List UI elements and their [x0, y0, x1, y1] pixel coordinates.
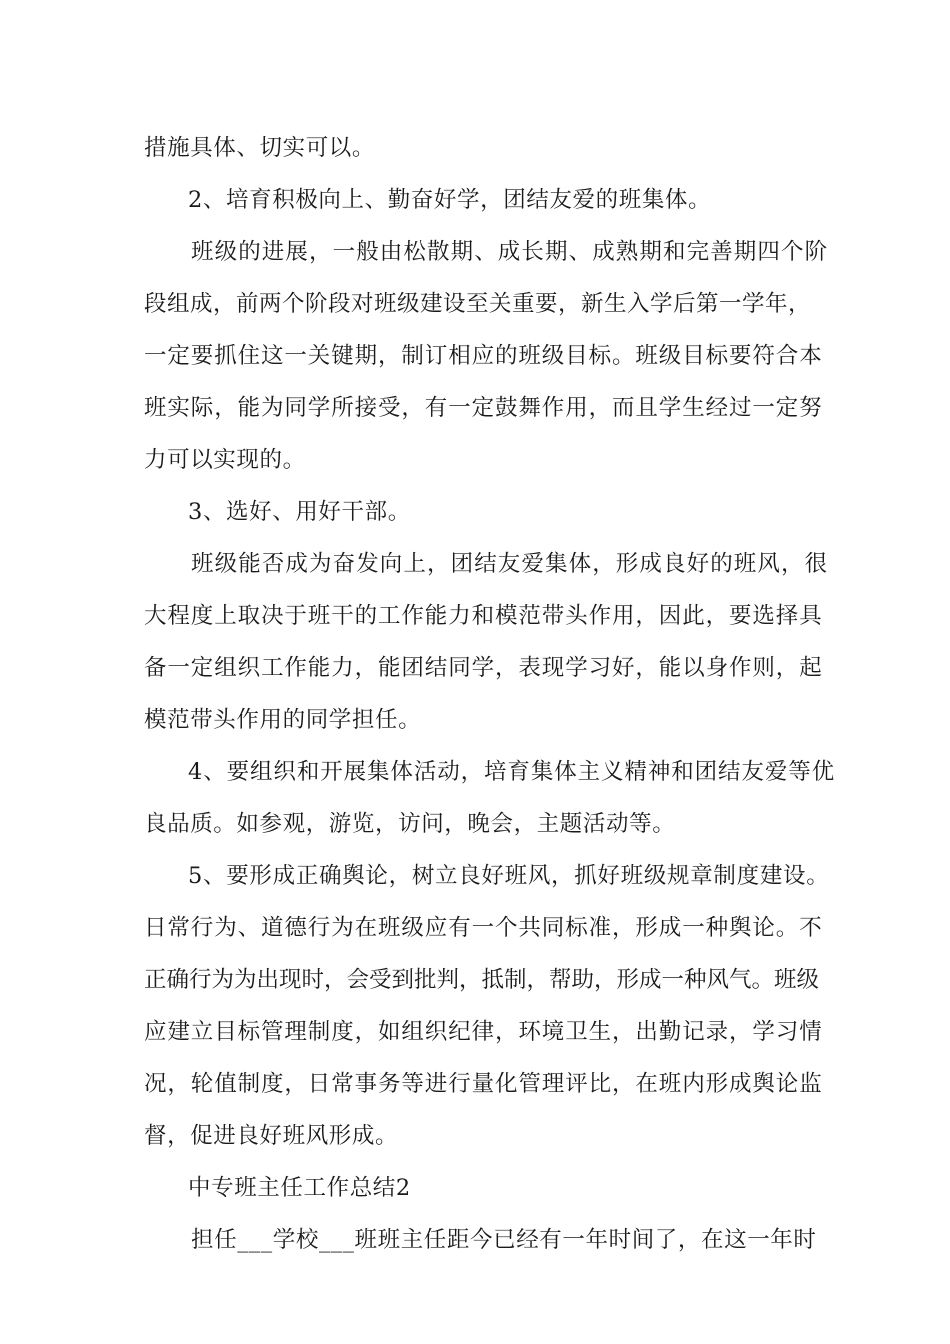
- text-line-12: 模范带头作用的同学担任。: [144, 707, 422, 733]
- text-line-6: 班实际，能为同学所接受，有一定鼓舞作用，而且学生经过一定努: [144, 395, 823, 421]
- text-line-3: 班级的进展，一般由松散期、成长期、成熟期和完善期四个阶: [191, 239, 829, 265]
- text-line-8: 3、选好、用好干部。: [188, 499, 411, 525]
- text-line-13: 4、要组织和开展集体活动，培育集体主义精神和团结友爱等优: [188, 759, 836, 785]
- text-line-9: 班级能否成为奋发向上，团结友爱集体，形成良好的班风，很: [191, 551, 829, 577]
- text-line-14: 良品质。如参观，游览，访问，晚会，主题活动等。: [144, 811, 676, 837]
- text-line-4: 段组成，前两个阶段对班级建设至关重要，新生入学后第一学年，: [144, 291, 812, 317]
- text-line-11: 备一定组织工作能力，能团结同学，表现学习好，能以身作则，起: [144, 655, 823, 681]
- text-line-15: 5、要形成正确舆论，树立良好班风，抓好班级规章制度建设。: [188, 863, 830, 889]
- text-line-20: 督，促进良好班风形成。: [144, 1123, 399, 1149]
- text-line-17: 正确行为为出现时，会受到批判，抵制，帮助，形成一种风气。班级: [144, 967, 820, 993]
- text-line-22: 担任___学校___班班主任距今已经有一年时间了，在这一年时: [191, 1227, 817, 1253]
- text-line-18: 应建立目标管理制度，如组织纪律，环境卫生，出勤记录，学习情: [144, 1019, 823, 1045]
- text-line-19: 况，轮值制度，日常事务等进行量化管理评比，在班内形成舆论监: [144, 1071, 823, 1097]
- text-line-2: 2、培育积极向上、勤奋好学，团结友爱的班集体。: [188, 187, 712, 213]
- section-heading: 中专班主任工作总结2: [188, 1175, 411, 1201]
- text-line-7: 力可以实现的。: [144, 447, 306, 473]
- text-line-16: 日常行为、道德行为在班级应有一个共同标准，形成一种舆论。不: [144, 915, 823, 941]
- text-line-5: 一定要抓住这一关键期，制订相应的班级目标。班级目标要符合本: [144, 343, 823, 369]
- text-line-1: 措施具体、切实可以。: [144, 135, 376, 161]
- text-line-10: 大程度上取决于班干的工作能力和模范带头作用，因此，要选择具: [144, 603, 823, 629]
